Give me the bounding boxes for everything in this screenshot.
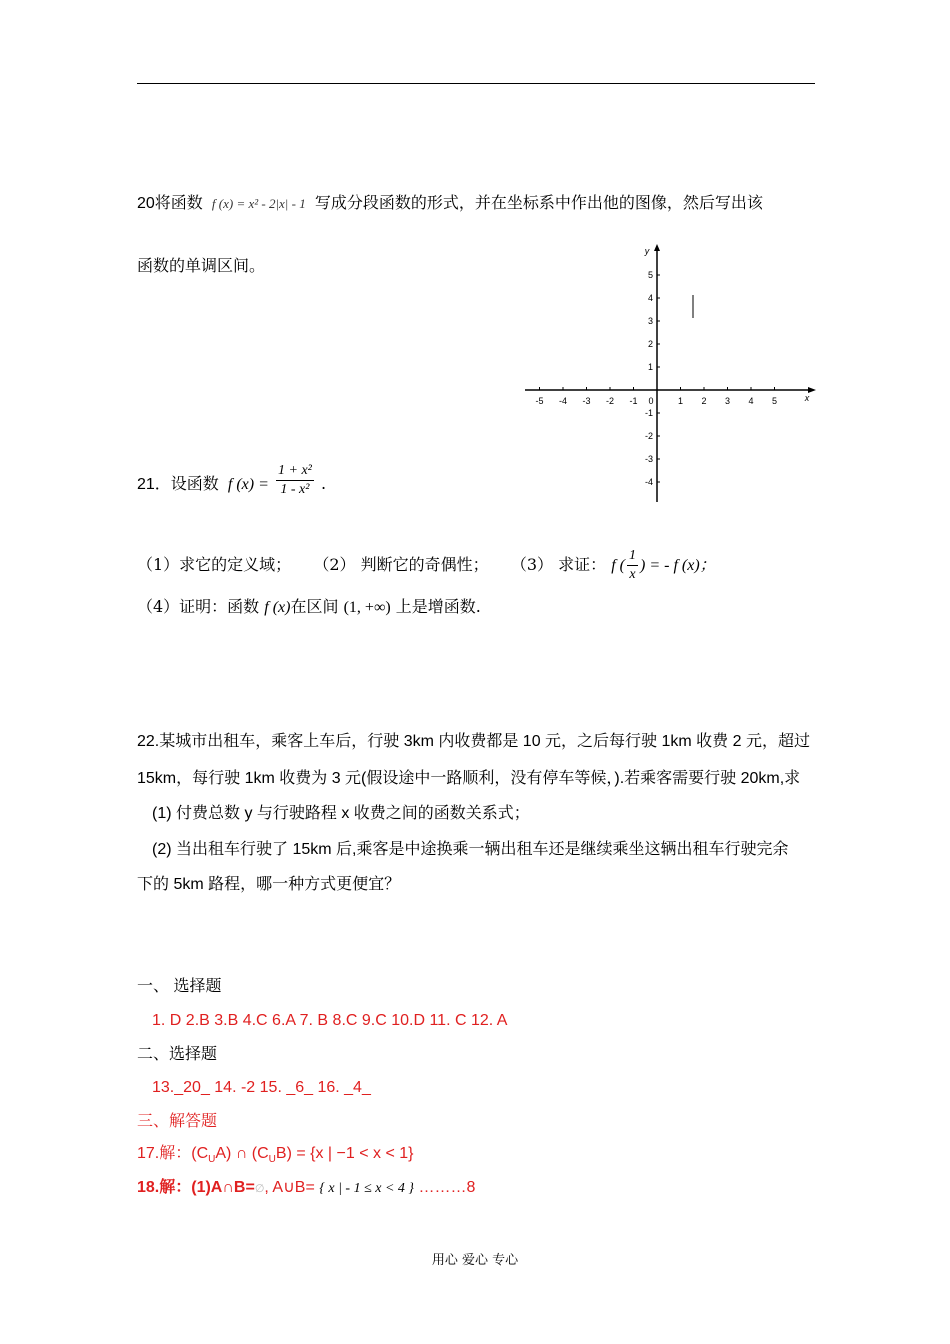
x-tick-label: -5 (535, 396, 544, 406)
q21-prefix: 21．设函数 (137, 476, 219, 493)
answer-17-sub2: U (268, 1154, 276, 1166)
q21-part3-den: x (629, 567, 636, 582)
answers-section1-heading: 一、 选择题 (137, 978, 222, 995)
q21-part4-interval: (1, +∞) (343, 599, 391, 616)
x-tick-label: 5 (771, 396, 778, 406)
x-tick-label: -4 (558, 396, 568, 406)
x-axis-label: x (804, 393, 810, 403)
q22-line3: (1) 付费总数 y 与行驶路程 x 收费之间的函数关系式； (152, 805, 530, 822)
q22-line4: (2) 当出租车行驶了 15km 后,乘客是中途换乘一辆出租车还是继续乘坐这辆出租车行驶完余 (152, 841, 789, 858)
q21-part3: （3） 求证： (510, 555, 607, 574)
answer-18 (137, 1177, 475, 1200)
x-tick-label: 2 (701, 396, 707, 406)
coordinate-graph (520, 240, 820, 505)
q21-part3-num: 1 (627, 547, 638, 566)
header-rule (137, 83, 815, 84)
q21-part4-b: 在区间 (290, 597, 339, 616)
origin-label: 0 (648, 396, 654, 406)
q20-number: 20 (137, 195, 155, 212)
q21-part1: （1）求它的定义域； (137, 555, 292, 574)
q21-part3-f: f ( (611, 557, 625, 574)
q21-end: . (320, 474, 327, 493)
answer-17-sub1: U (208, 1154, 216, 1166)
y-tick-label: -2 (644, 431, 653, 441)
q21-f-lhs: f (x) = (227, 476, 269, 493)
q20-formula: f (x) = x² - 2|x| - 1 (211, 196, 306, 211)
q21-numerator: 1 + x² (276, 462, 314, 481)
x-tick-label: -3 (582, 396, 591, 406)
y-tick-label: 2 (647, 339, 653, 349)
y-tick-label: -1 (644, 408, 653, 418)
q21-part4-a: （4）证明：函数 (137, 597, 260, 616)
answers-section2-heading: 二、选择题 (137, 1046, 218, 1063)
answer-18-set: { x | - 1 ≤ x < 4 } (319, 1181, 415, 1196)
q21-parts-line2 (137, 596, 481, 619)
y-tick-label: -3 (644, 454, 653, 464)
q21-parts-line1 (137, 547, 716, 587)
answer-17 (137, 1143, 413, 1171)
q21-line (137, 463, 327, 516)
answers-section2-values: 13._20_ 14. -2 15. _6_ 16. _4_ (152, 1079, 371, 1096)
q21-denominator: 1 - x² (280, 482, 310, 497)
y-axis-arrow (654, 244, 660, 251)
answer-17-end: B) = {x | −1 < x < 1} (275, 1145, 414, 1162)
answer-18-a: 18.解：(1)A∩B= (137, 1179, 255, 1196)
q20-text-b: 写成分段函数的形式，并在坐标系中作出他的图像，然后写出该 (314, 193, 763, 212)
y-tick-label: 3 (647, 316, 653, 326)
answer-18-empty: ∅ (254, 1183, 265, 1195)
q22-line5: 下的 5km 路程，哪一种方式更便宜？ (137, 876, 401, 893)
x-tick-label: 4 (748, 396, 754, 406)
q20-line1 (137, 192, 763, 215)
x-tick-label: -2 (605, 396, 615, 406)
page-footer: 用心 爱心 专心 (431, 1253, 519, 1268)
q21-fraction (276, 462, 314, 499)
y-tick-label: 5 (647, 270, 653, 280)
x-tick-label: 3 (724, 396, 731, 406)
y-tick-label: 1 (647, 362, 653, 372)
q21-part3-rhs: ) = - f (x)； (640, 557, 716, 574)
answers-section1-values: 1. D 2.B 3.B 4.C 6.A 7. B 8.C 9.C 10.D 11. C 12. A (152, 1012, 508, 1029)
answers-section3-heading: 三、解答题 (137, 1113, 218, 1130)
answer-18-dots: ………8 (418, 1179, 476, 1196)
y-axis-label: y (644, 246, 650, 256)
x-tick-label: 1 (677, 396, 684, 406)
answer-18-b: , A∪B= (264, 1179, 315, 1196)
q21-part4-f: f (x) (264, 599, 291, 616)
x-tick-label: -1 (629, 396, 638, 406)
q20-line2: 函数的单调区间。 (137, 256, 266, 275)
y-tick-label: -4 (644, 477, 653, 487)
answer-17-mid: A) ∩ (C (215, 1145, 269, 1162)
q20-text-a: 将函数 (154, 193, 203, 212)
q21-part4-c: 上是增函数. (395, 597, 481, 616)
q22-line2: 15km，每行驶 1km 收费为 3 元(假设途中一路顺利，没有停车等候，).若乘客需要行驶 20km,求 (137, 770, 801, 787)
y-tick-label: 4 (647, 293, 653, 303)
answer-17-a: 17.解：(C (137, 1145, 209, 1162)
q21-part3-fraction (627, 547, 638, 584)
q22-line1: 22.某城市出租车，乘客上车后，行驶 3km 内收费都是 10 元，之后每行驶 1km 收费 2 元，超过 (137, 733, 810, 750)
q21-part2: （2） 判断它的奇偶性； (313, 555, 489, 574)
